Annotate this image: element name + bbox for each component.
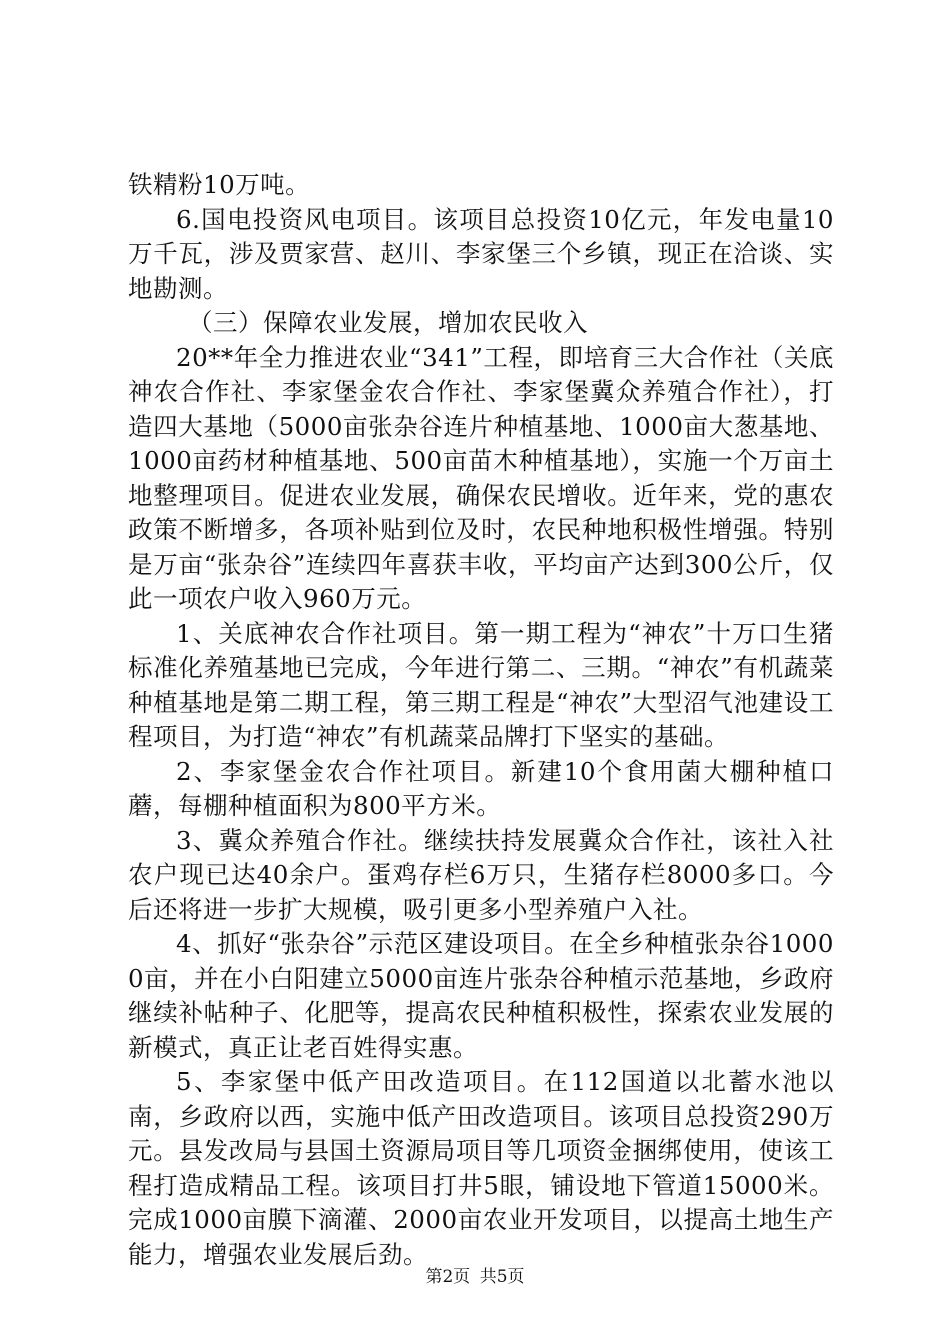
- page-number: 第2页: [425, 1267, 471, 1287]
- section-heading-agriculture: （三）保障农业发展，增加农民收入: [188, 308, 588, 337]
- paragraph-341-project: 20**年全力推进农业“341”工程，即培育三大合作社（关底神农合作社、李家堡金农合作社、李家堡冀众养殖合作社），打造四大基地（5000亩张杂谷连片种植基地、1000亩大葱基地、1000亩药材种植基地、500亩苗木种植基地），实施一个万亩土地整理项目。促进农业发展，确保农民增收。近年来，党的惠农政策不断增多，各项补贴到位及时，农民种地积极性增强。特别是万亩“张杂谷”连续四年喜获丰收，平均亩产达到300公斤，仅此一项农户收入960万元。: [128, 342, 834, 613]
- paragraph-jizhong-cooperative: 3、冀众养殖合作社。继续扶持发展冀众合作社，该社入社农户现已达40余户。蛋鸡存栏6万只，生猪存栏8000多口。今后还将进一步扩大规模，吸引更多小型养殖户入社。: [128, 825, 834, 924]
- paragraph-continuation: 铁精粉10万吨。: [128, 170, 311, 199]
- paragraph-farmland-renovation: 5、李家堡中低产田改造项目。在112国道以北蓄水池以南，乡政府以西，实施中低产田改造项目。该项目总投资290万元。县发改局与县国土资源局项目等几项资金捆绑使用，使该工程打造成精品工程。该项目打井5眼，铺设地下管道15000米。完成1000亩膜下滴灌、2000亩农业开发项目，以提高土地生产能力，增强农业发展后劲。: [128, 1067, 834, 1269]
- paragraph-wind-power-project: 6.国电投资风电项目。该项目总投资10亿元，年发电量10万千瓦，涉及贾家营、赵川、李家堡三个乡镇，现正在洽谈、实地勘测。: [128, 204, 834, 303]
- page-total: 共5页: [479, 1267, 525, 1287]
- paragraph-zhangzagu-demo: 4、抓好“张杂谷”示范区建设项目。在全乡种植张杂谷10000亩，并在小白阳建立5000亩连片张杂谷种植示范基地，乡政府继续补帖种子、化肥等，提高农民种植积极性，探索农业发展的新模式，真正让老百姓得实惠。: [128, 929, 834, 1062]
- document-body: [128, 168, 834, 1272]
- page-footer: [0, 1266, 950, 1288]
- paragraph-shennong-cooperative: 1、关底神农合作社项目。第一期工程为“神农”十万口生猪标准化养殖基地已完成，今年进行第二、三期。“神农”有机蔬菜种植基地是第二期工程，第三期工程是“神农”大型沼气池建设工程项目，为打造“神农”有机蔬菜品牌打下坚实的基础。: [128, 618, 834, 751]
- paragraph-jinnong-cooperative: 2、李家堡金农合作社项目。新建10个食用菌大棚种植口蘑，每棚种植面积为800平方米。: [128, 756, 834, 820]
